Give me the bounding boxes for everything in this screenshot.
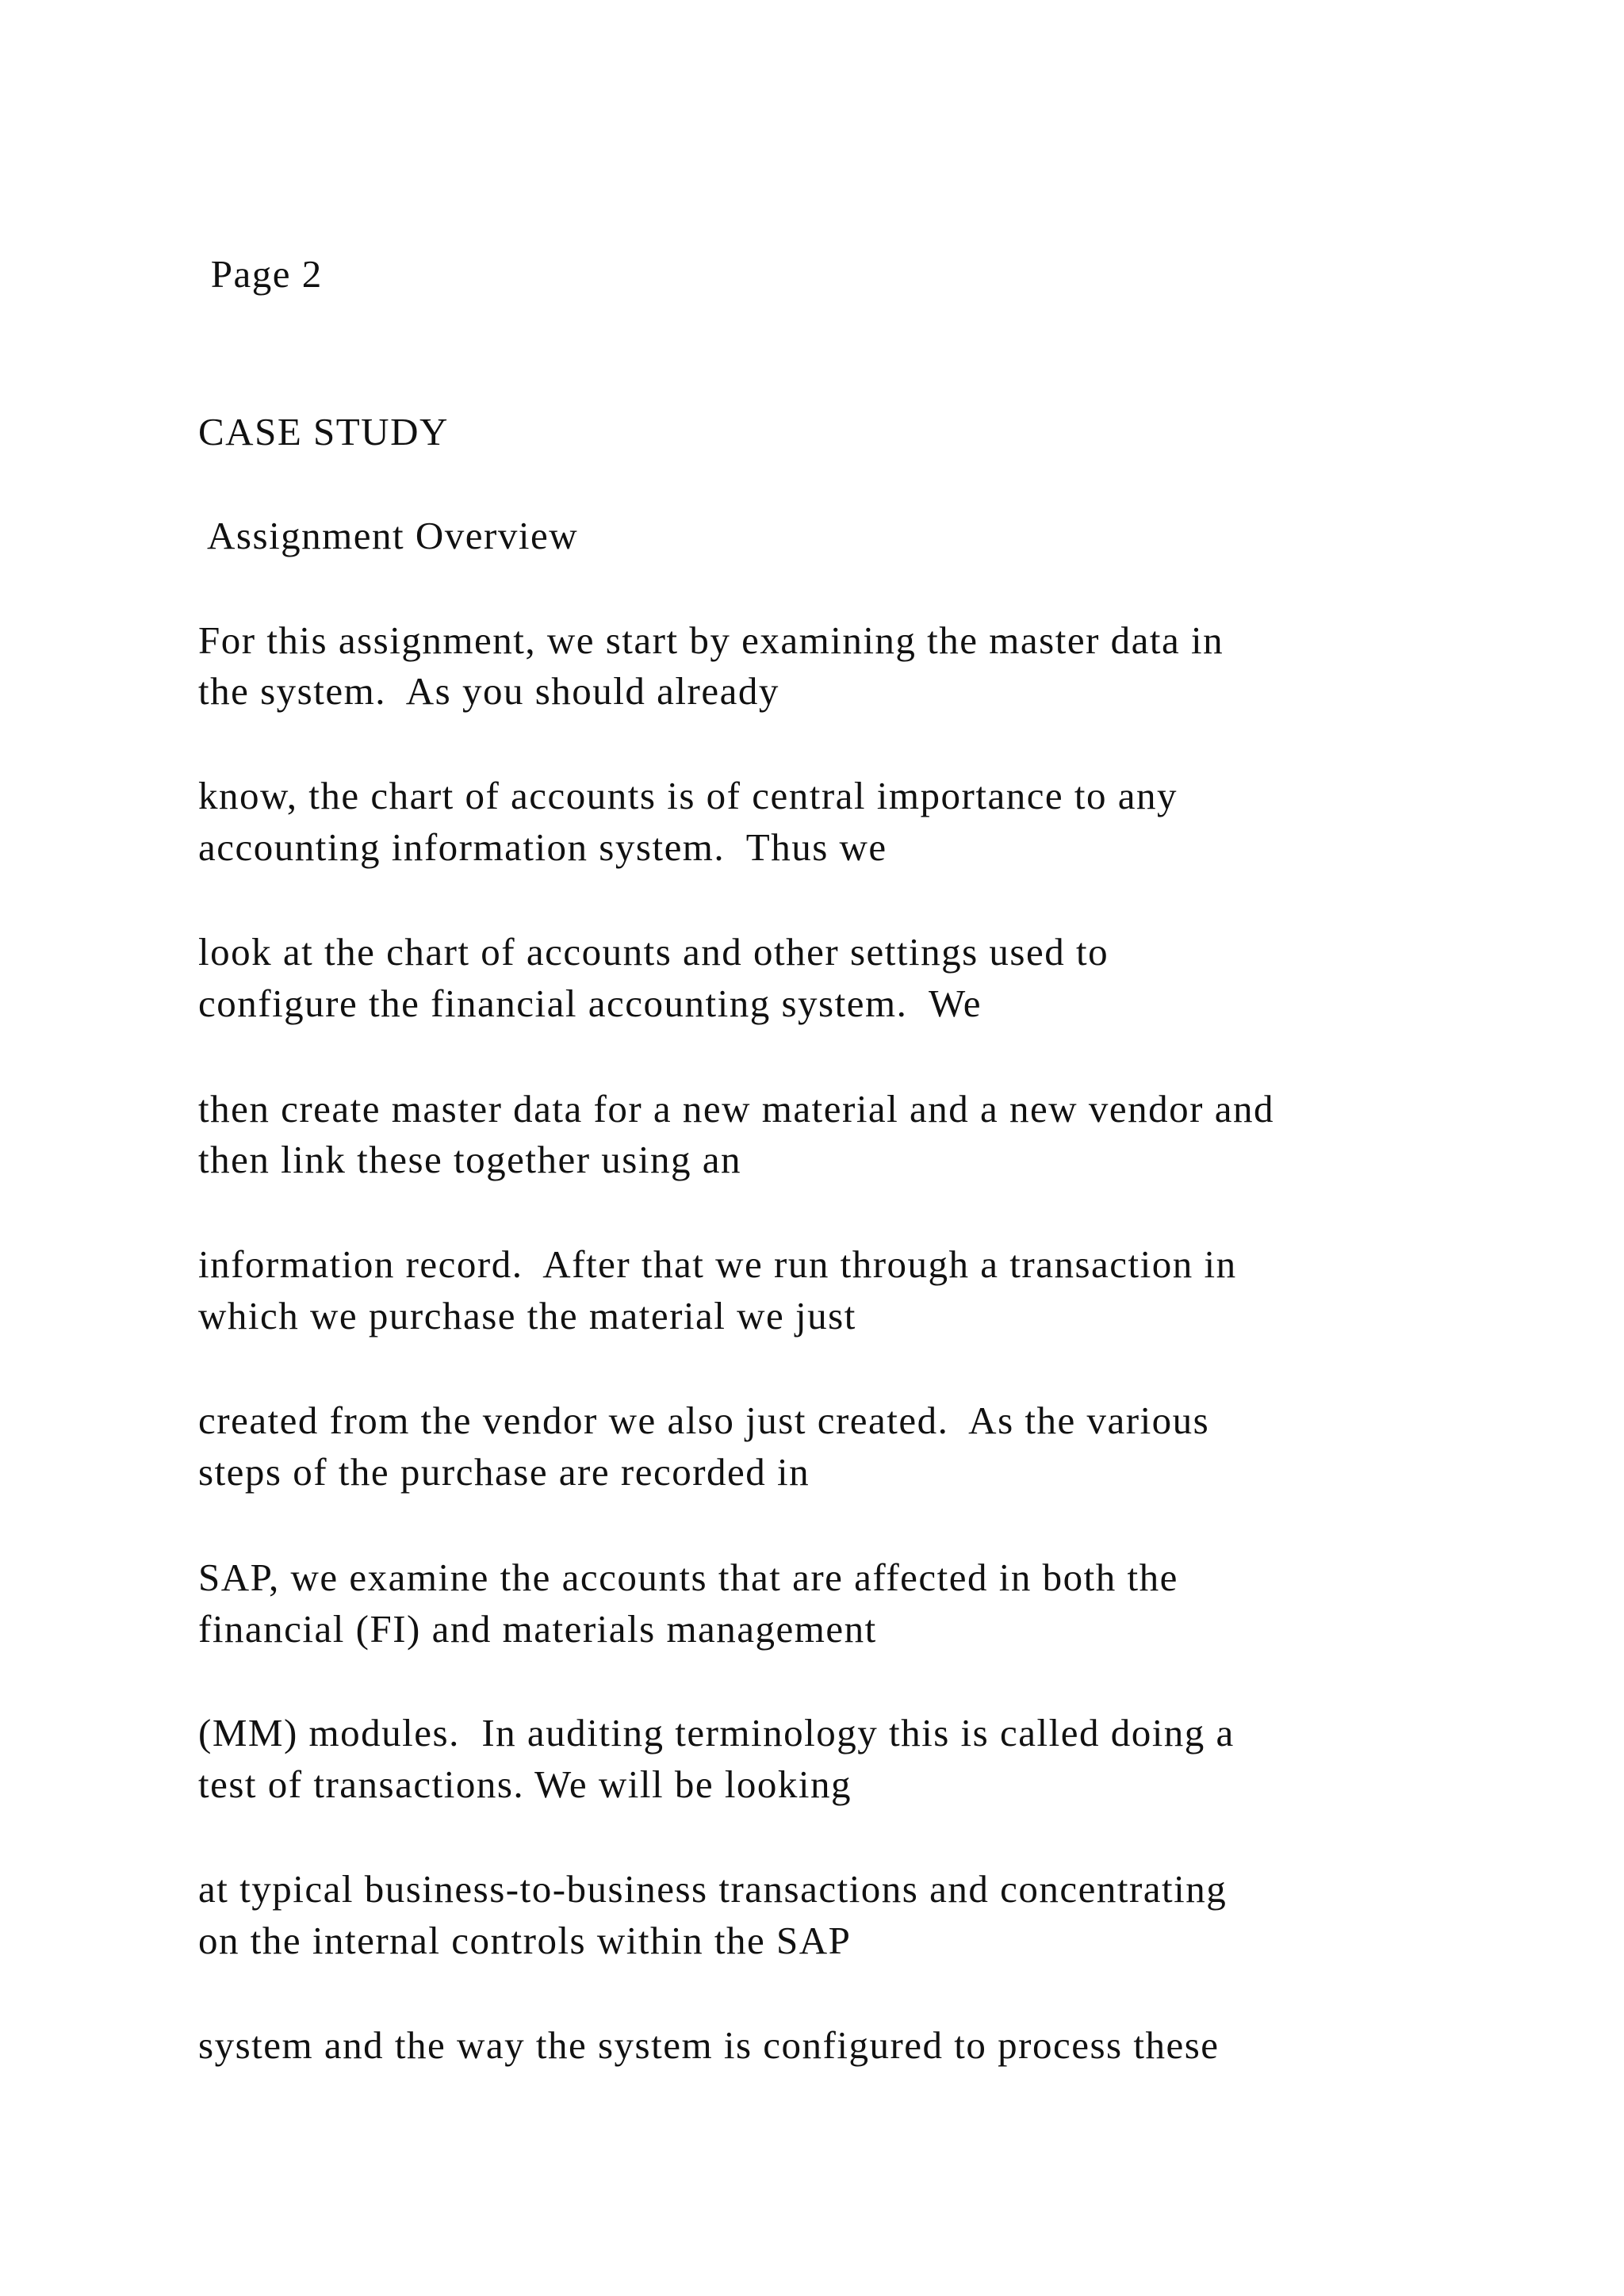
paragraph-line: look at the chart of accounts and other settings used to [198, 930, 1109, 974]
paragraph-line: (MM) modules. In auditing terminology this is called doing a [198, 1711, 1235, 1755]
paragraph-line: then create master data for a new material and a new vendor and [198, 1087, 1274, 1131]
paragraph-line: system and the way the system is configured to process these [198, 2023, 1220, 2067]
case-study-heading: CASE STUDY [198, 410, 449, 453]
paragraph-line: steps of the purchase are recorded in [198, 1450, 810, 1494]
paragraph-line: know, the chart of accounts is of central importance to any [198, 774, 1178, 817]
paragraph-line: SAP, we examine the accounts that are affected in both the [198, 1556, 1178, 1599]
page-label: Page 2 [200, 252, 323, 296]
paragraph-line: created from the vendor we also just created. As the various [198, 1399, 1210, 1442]
paragraph-line: at typical business-to-business transactions and concentrating [198, 1867, 1228, 1911]
paragraph-line: which we purchase the material we just [198, 1294, 856, 1337]
assignment-overview-heading: Assignment Overview [198, 514, 579, 557]
paragraph-line: information record. After that we run through a transaction in [198, 1242, 1237, 1286]
paragraph-line: test of transactions. We will be looking [198, 1762, 852, 1806]
paragraph-line: For this assignment, we start by examining the master data in [198, 618, 1224, 662]
paragraph-line: on the internal controls within the SAP [198, 1919, 852, 1962]
paragraph-line: configure the financial accounting system. We [198, 982, 982, 1025]
paragraph-line: accounting information system. Thus we [198, 825, 887, 869]
paragraph-line: then link these together using an [198, 1138, 741, 1181]
paragraph-line: the system. As you should already [198, 669, 779, 713]
paragraph-line: financial (FI) and materials management [198, 1607, 877, 1651]
